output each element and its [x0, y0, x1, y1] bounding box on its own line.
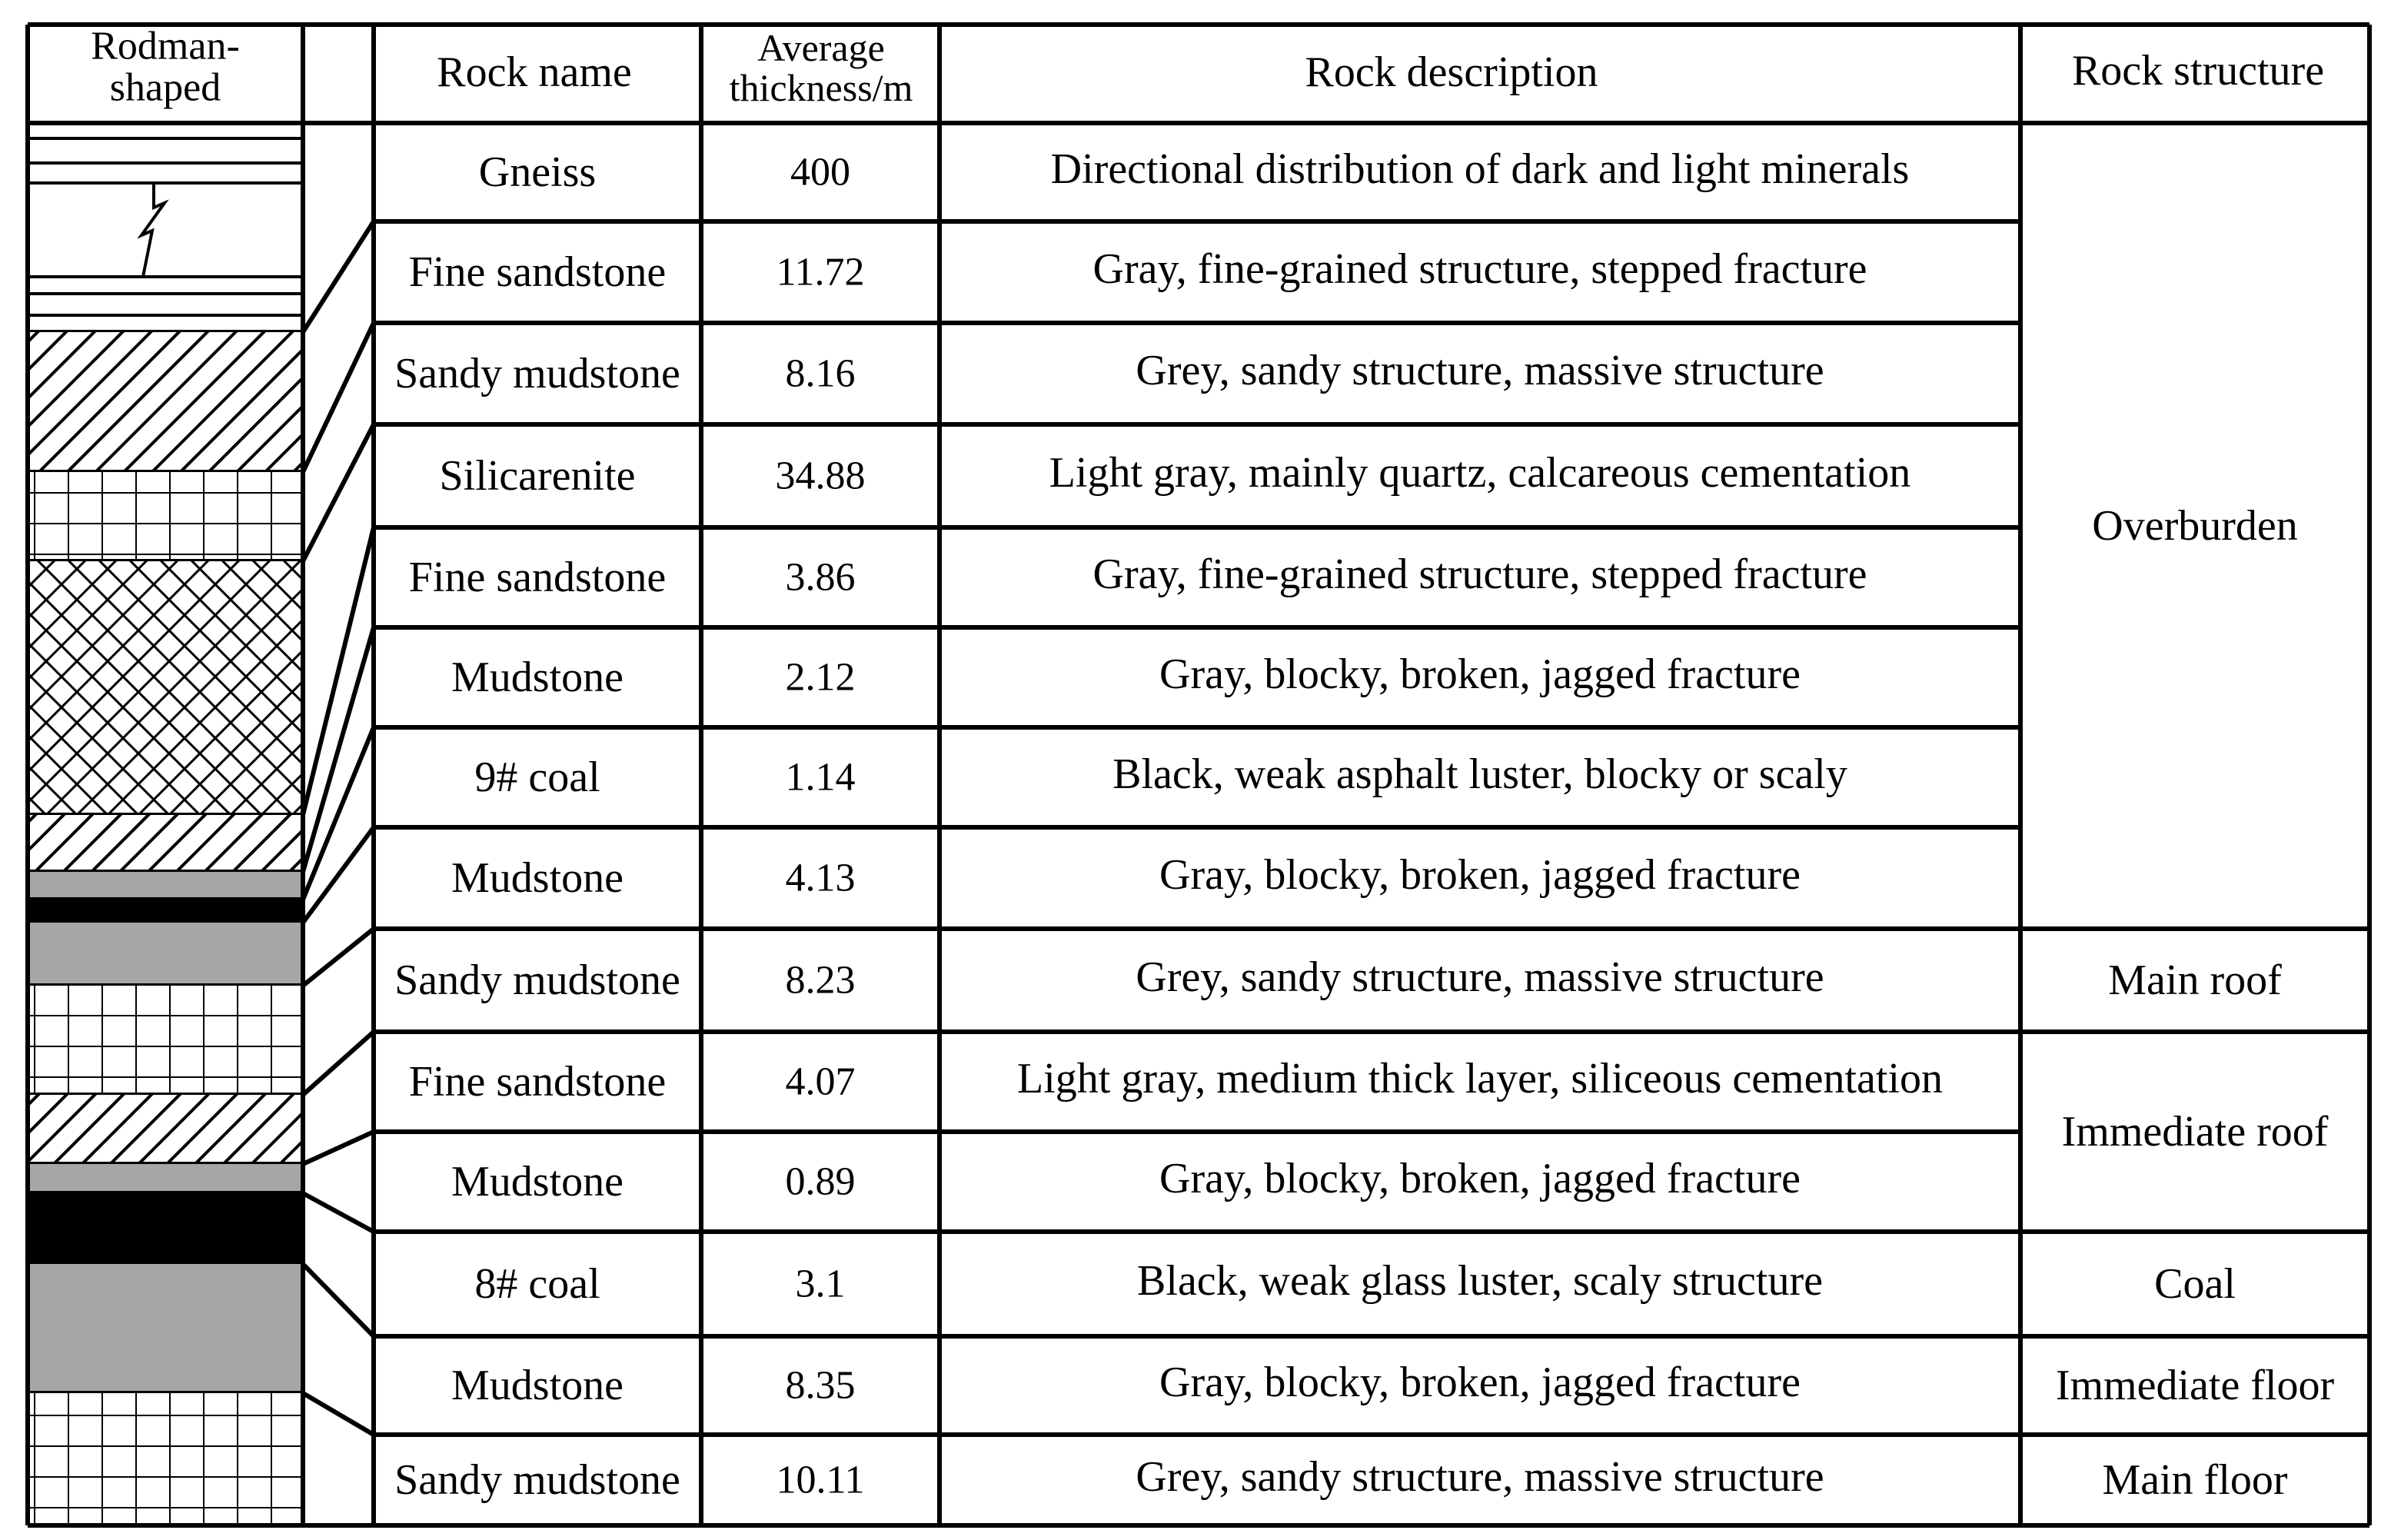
- connector-line-13: [303, 1393, 374, 1435]
- connector-line-9: [303, 1032, 374, 1095]
- lithology-layer-13: [28, 1264, 303, 1393]
- description-cell: Black, weak glass luster, scaly structure: [1137, 1257, 1823, 1305]
- table-body: [374, 145, 2020, 1525]
- lithology-layer-12: [28, 1193, 303, 1264]
- lithology-layer-5: [28, 815, 303, 872]
- connector-line-10: [303, 1132, 374, 1164]
- description-cell: Directional distribution of dark and light minerals: [1050, 145, 1910, 193]
- rock-structure-label: Main floor: [2102, 1456, 2288, 1504]
- connector-line-8: [303, 929, 374, 986]
- table-row: [374, 650, 2020, 727]
- thickness-cell: 10.11: [776, 1458, 865, 1502]
- lithology-layer-3: [28, 472, 303, 561]
- description-cell: Black, weak asphalt luster, blocky or scaly: [1112, 750, 1847, 798]
- rock-name-cell: Silicarenite: [439, 452, 636, 500]
- table-row: [374, 245, 2020, 323]
- lithology-layer-14: [28, 1393, 303, 1525]
- table-row: [374, 750, 2020, 827]
- table-row: [374, 1359, 2020, 1435]
- rock-name-cell: Sandy mudstone: [394, 350, 680, 397]
- rock-structure-label: Immediate floor: [2055, 1362, 2335, 1409]
- header-rock-description: Rock description: [1305, 48, 1598, 96]
- table-row: [374, 550, 2020, 627]
- table-row: [374, 1453, 2020, 1525]
- lithology-layer-8: [28, 923, 303, 986]
- rock-name-cell: Mudstone: [451, 654, 624, 701]
- header-rodman-line2: shaped: [109, 65, 221, 110]
- rock-name-cell: Mudstone: [451, 1362, 624, 1409]
- lithology-layer-1: [28, 123, 303, 332]
- description-cell: Gray, blocky, broken, jagged fracture: [1159, 650, 1801, 698]
- rock-name-cell: Fine sandstone: [408, 1058, 667, 1106]
- table-row: [374, 1055, 2020, 1132]
- description-cell: Light gray, medium thick layer, siliceous cementation: [1017, 1055, 1943, 1103]
- lithology-layer-7: [28, 900, 303, 923]
- header-thickness-line2: thickness/m: [729, 66, 913, 109]
- header-rodman-line1: Rodman-: [91, 24, 240, 68]
- lithology-layer-6: [28, 872, 303, 900]
- description-cell: Grey, sandy structure, massive structure: [1136, 347, 1824, 394]
- thickness-cell: 400: [790, 150, 850, 195]
- thickness-cell: 8.35: [785, 1363, 856, 1408]
- table-row: [374, 851, 2020, 929]
- connector-line-11: [303, 1193, 374, 1232]
- table-row: [374, 953, 2020, 1032]
- rock-structure-label: Main roof: [2108, 956, 2282, 1004]
- thickness-cell: 34.88: [775, 454, 866, 498]
- thickness-cell: 1.14: [785, 755, 856, 800]
- description-cell: Grey, sandy structure, massive structure: [1136, 1453, 1824, 1501]
- lithology-layer-9: [28, 986, 303, 1095]
- description-cell: Gray, blocky, broken, jagged fracture: [1159, 851, 1801, 899]
- table-row: [374, 1155, 2020, 1232]
- table-row: [374, 145, 2020, 221]
- rock-name-cell: Fine sandstone: [408, 554, 667, 601]
- rock-name-cell: 9# coal: [474, 753, 600, 801]
- lithology-layer-2: [28, 332, 303, 472]
- thickness-cell: 2.12: [785, 655, 856, 700]
- lithology-layer-4: [28, 561, 303, 815]
- description-cell: Gray, fine-grained structure, stepped fracture: [1092, 245, 1867, 293]
- rock-structure-column: [2020, 502, 2369, 1525]
- thickness-cell: 3.1: [795, 1262, 846, 1306]
- thickness-cell: 11.72: [776, 250, 865, 294]
- table-row: [374, 449, 2020, 527]
- header-rock-name: Rock name: [437, 48, 632, 96]
- lithology-column: [28, 123, 303, 1525]
- description-cell: Light gray, mainly quartz, calcareous cementation: [1049, 449, 1911, 497]
- table-row: [374, 347, 2020, 424]
- description-cell: Gray, blocky, broken, jagged fracture: [1159, 1155, 1801, 1202]
- connector-line-1: [303, 221, 374, 332]
- header-thickness-line1: Average: [757, 26, 885, 69]
- rock-name-cell: 8# coal: [474, 1260, 600, 1308]
- rock-name-cell: Mudstone: [451, 1158, 624, 1206]
- description-cell: Gray, blocky, broken, jagged fracture: [1159, 1359, 1801, 1406]
- thickness-cell: 0.89: [785, 1159, 856, 1204]
- header-rock-structure: Rock structure: [2071, 47, 2325, 95]
- rock-name-cell: Mudstone: [451, 854, 624, 902]
- layer-connector-lines: [303, 221, 374, 1435]
- thickness-cell: 4.07: [785, 1059, 856, 1104]
- lithology-layer-10: [28, 1095, 303, 1164]
- connector-line-12: [303, 1264, 374, 1336]
- rock-structure-label: Immediate roof: [2061, 1108, 2329, 1156]
- thickness-cell: 3.86: [785, 555, 856, 600]
- description-cell: Gray, fine-grained structure, stepped fracture: [1092, 550, 1867, 598]
- thickness-cell: 8.23: [785, 958, 856, 1003]
- rock-structure-label: Overburden: [2092, 502, 2298, 550]
- rock-name-cell: Fine sandstone: [408, 248, 667, 296]
- description-cell: Grey, sandy structure, massive structure: [1136, 953, 1824, 1001]
- lithology-layer-11: [28, 1164, 303, 1193]
- rock-structure-label: Coal: [2154, 1260, 2236, 1308]
- table-row: [374, 1257, 2020, 1336]
- rock-name-cell: Sandy mudstone: [394, 1456, 680, 1504]
- table-header: [91, 25, 2324, 110]
- thickness-cell: 4.13: [785, 856, 856, 900]
- rock-name-cell: Sandy mudstone: [394, 956, 680, 1004]
- thickness-cell: 8.16: [785, 351, 856, 396]
- rock-name-cell: Gneiss: [478, 148, 597, 196]
